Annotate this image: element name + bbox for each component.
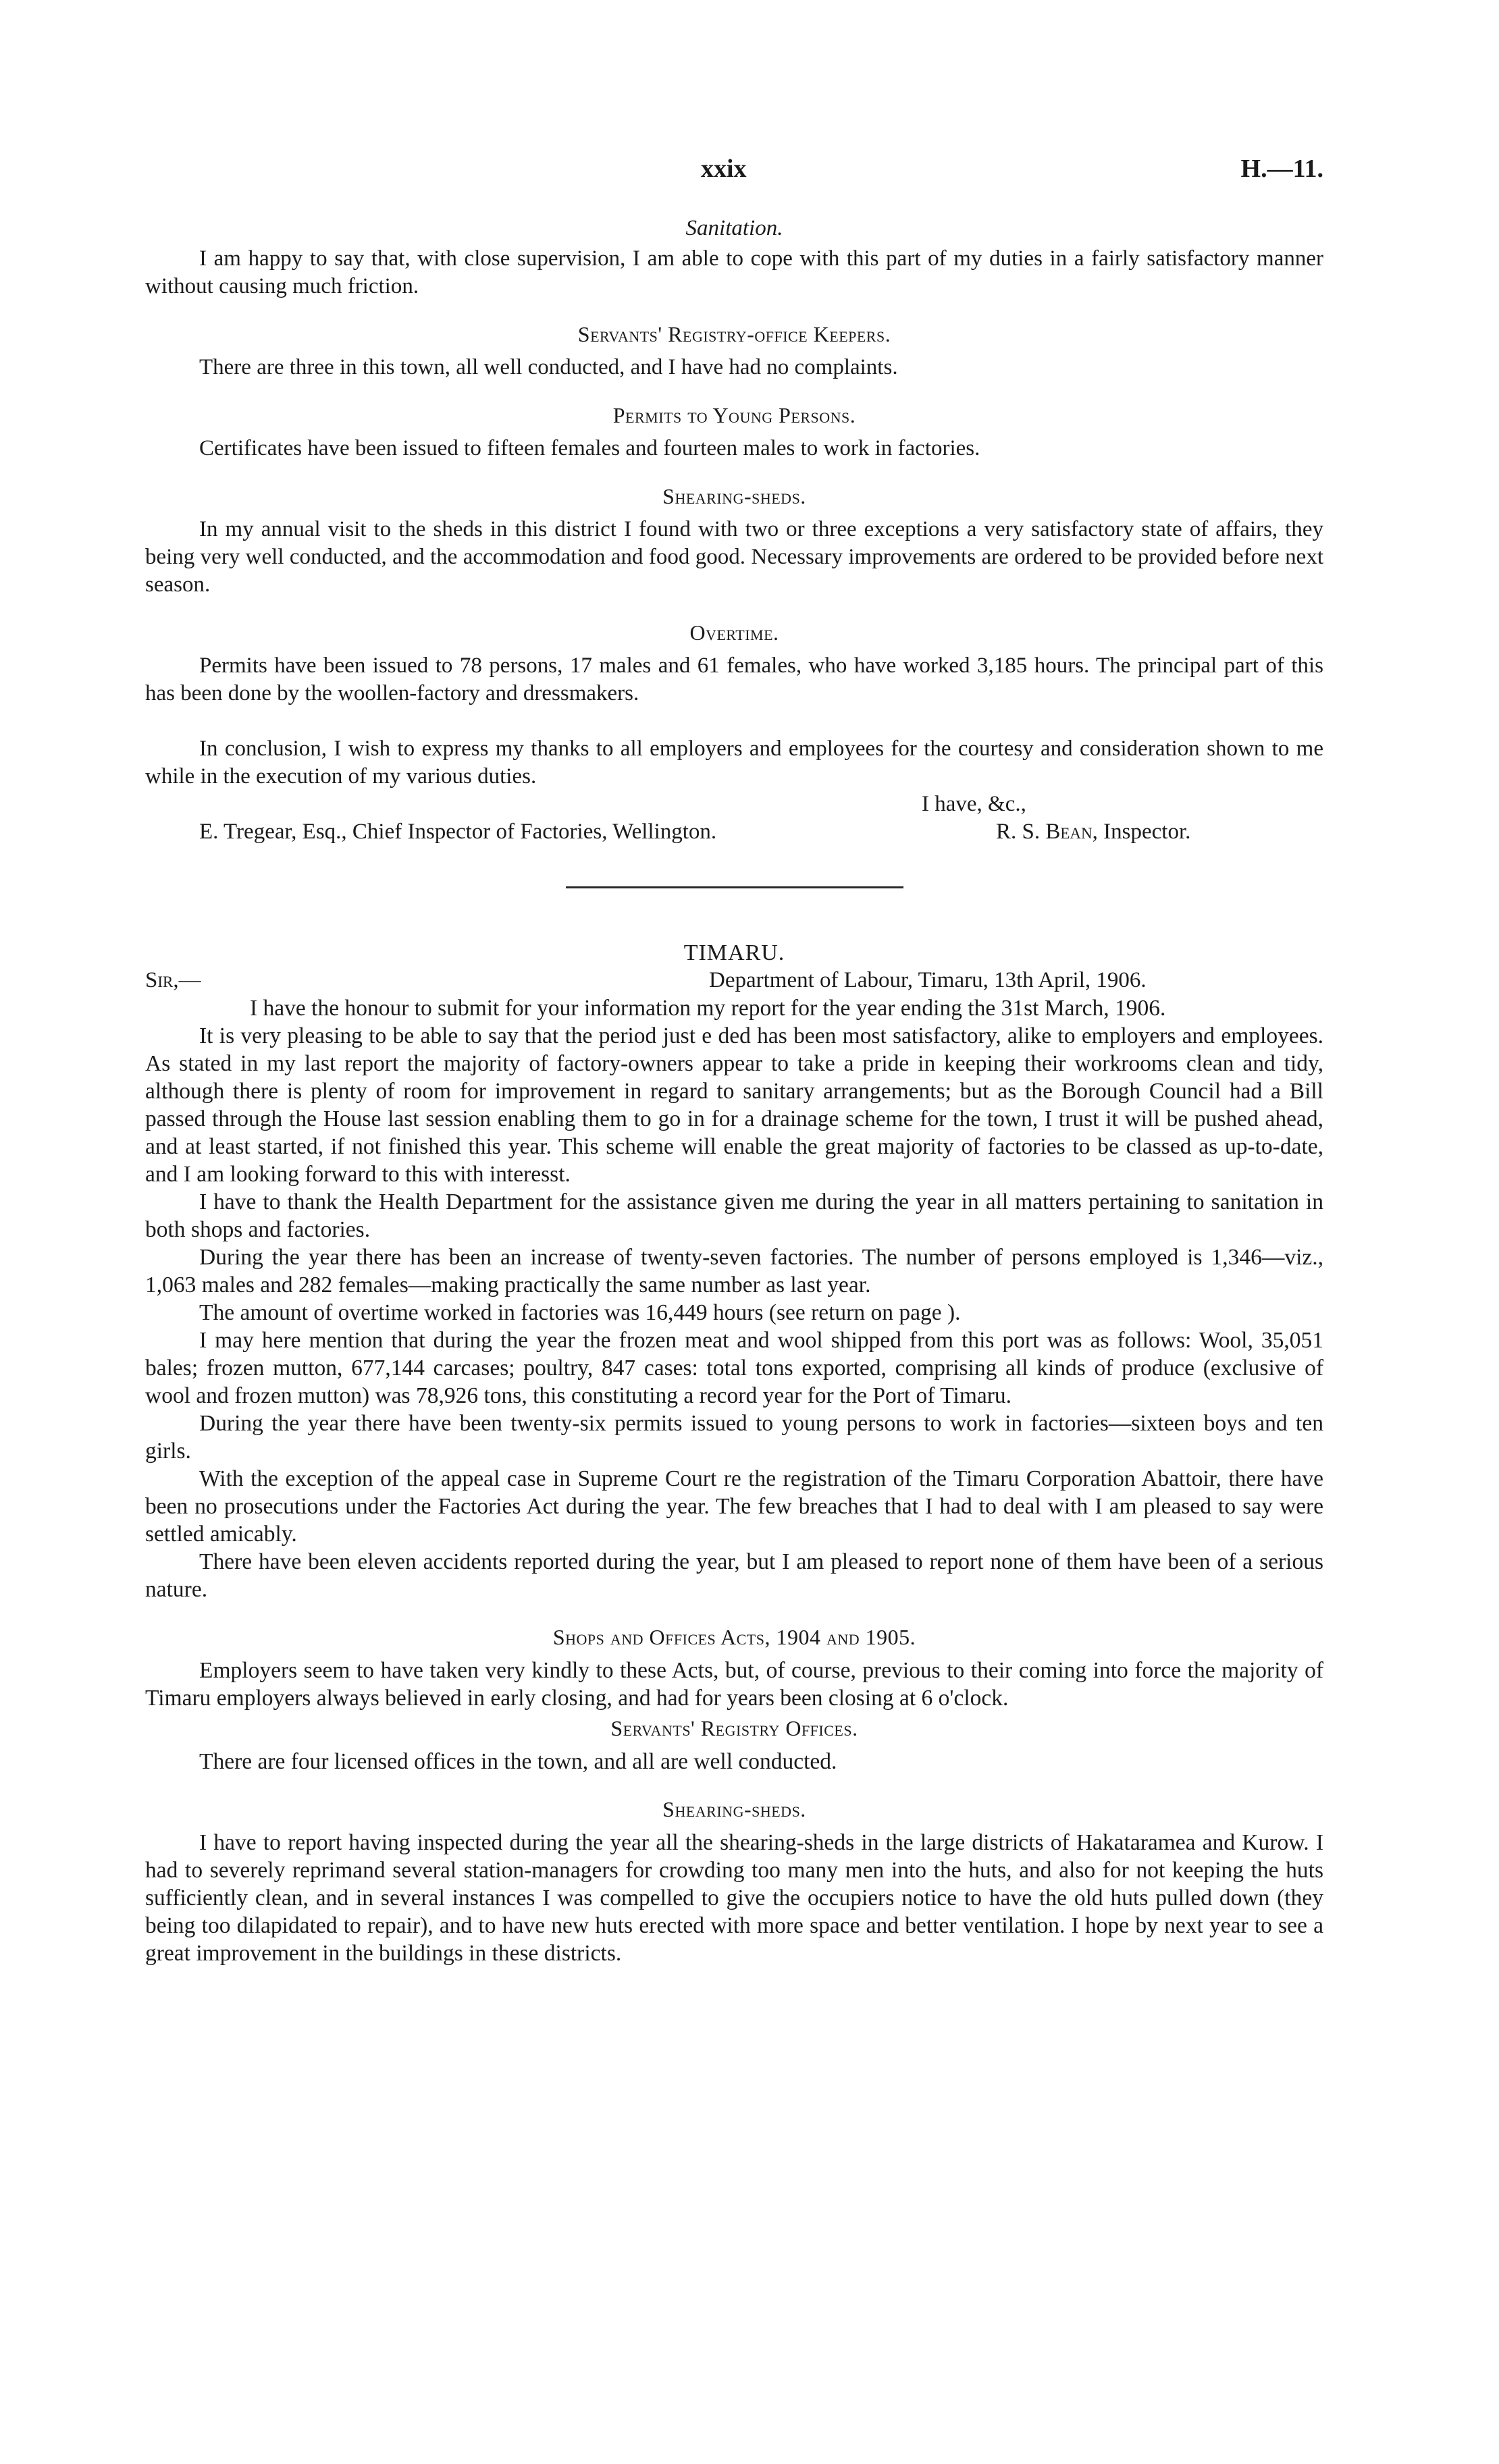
paragraph-timaru-registry: There are four licensed offices in the town, and all are well conducted. [199,1749,837,1774]
timaru-paragraph-5: The amount of overtime worked in factories was 16,449 hours (see return on page ). [199,1300,961,1325]
timaru-paragraph-1: I have the honour to submit for your information my report for the year ending the 31st March, 1906. [250,996,1166,1021]
addressee: E. Tregear, Esq., Chief Inspector of Factories, Wellington. [199,820,717,844]
paragraph-conclusion: In conclusion, I wish to express my thanks to all employers and employees for the courtesy and consideration shown to me while in the execution of my various duties. [145,736,1323,788]
signature [996,818,1190,846]
dateline: Department of Labour, Timaru, 13th April, 1906. [709,968,1147,992]
section-heading-overtime: Overtime. [689,620,779,645]
timaru-paragraph-4: During the year there has been an increase of twenty-seven factories. The number of persons employed is 1,346—viz., 1,063 males and 282 females—making practically the same number as last year. [145,1245,1323,1297]
timaru-paragraph-8: With the exception of the appeal case in Supreme Court re the registration of the Timaru Corporation Abattoir, there have been no prosecutions under the Factories Act during the year. The few breaches that I had to deal with I am pleased to say were settled amicably. [145,1466,1323,1547]
paragraph-overtime: Permits have been issued to 78 persons, 17 males and 61 females, who have worked 3,185 hours. The principal part of this has been done by the woollen-factory and dressmakers. [145,653,1323,705]
signature-row [145,818,1323,846]
page-number: xxix [701,155,747,183]
paragraph-permits: Certificates have been issued to fifteen females and fourteen males to work in factories. [199,436,980,460]
paragraph-shops-offices: Employers seem to have taken very kindly to these Acts, but, of course, previous to their coming into force the majority of Timaru employers always believed in early closing, and had for years been closing at 6 o'clock. [145,1658,1323,1711]
section-heading-timaru-registry: Servants' Registry Offices. [610,1716,858,1740]
paragraph-sanitation: I am happy to say that, with close supervision, I am able to cope with this part of my duties in a fairly satisfactory manner without causing much friction. [145,246,1323,298]
salutation: Sir,— [145,968,201,992]
section-heading-shearing-sheds: Shearing-sheds. [662,484,806,508]
timaru-paragraph-3: I have to thank the Health Department for the assistance given me during the year in all matters pertaining to sanitation in both shops and factories. [145,1189,1323,1242]
report-body [145,215,1323,1967]
closing-formula: I have, &c., [922,792,1026,816]
closing-row [145,791,1323,818]
section-heading-shops-offices: Shops and Offices Acts, 1904 and 1905. [552,1625,916,1649]
section-heading-servants-registry: Servants' Registry-office Keepers. [577,322,891,346]
salutation-row [145,967,1323,994]
timaru-paragraph-9: There have been eleven accidents reported during the year, but I am pleased to report none of them have been of a serious nature. [145,1549,1323,1602]
timaru-title: TIMARU. [683,940,785,965]
timaru-paragraph-6: I may here mention that during the year the frozen meat and wool shipped from this port was as follows: Wool, 35,051 bales; frozen mutton, 677,144 carcases; poultry, 847 cases: total tons exported, comprising all kinds of produce (exclusive of wool and frozen mutton) was 78,926 tons, this constituting a record year for the Port of Timaru. [145,1328,1323,1408]
signature-name: Bean [1045,820,1093,844]
signature-title: , Inspector. [1092,820,1191,844]
section-heading-permits: Permits to Young Persons. [612,403,856,427]
timaru-paragraph-2: It is very pleasing to be able to say that the period just e ded has been most satisfactory, alike to employers and employees. As stated in my last report the majority of factory-owners appear to take a pride in keeping their workrooms clean and tidy, although there is plenty of room for improvement in regard to sanitary arrangements; but as the Borough Council had a Bill passed through the House last session enabling them to go in for a drainage scheme for the town, I trust it will be pushed ahead, and at least started, if not finished this year. This scheme will enable the great majority of factories to be classed as up-to-date, and I am looking forward to this with interesst. [145,1023,1323,1187]
timaru-paragraph-7: During the year there have been twenty-six permits issued to young persons to work in factories—sixteen boys and ten girls. [145,1411,1323,1464]
section-divider [566,886,903,888]
paragraph-servants-registry: There are three in this town, all well conducted, and I have had no complaints. [199,355,898,379]
document-reference: H.—11. [1240,155,1323,183]
signature-initials: R. S. [996,820,1041,844]
paragraph-timaru-shearing: I have to report having inspected during the year all the shearing-sheds in the large districts of Hakataramea and Kurow. I had to severely reprimand several station-managers for crowding too many men into the huts, and also for not keeping the huts sufficiently clean, and in several instances I was compelled to give the occupiers notice to have the old huts pulled down (they being too dilapidated to repair), and to have new huts erected with more space and better ventilation. I hope by next year to see a great improvement in the buildings in these districts. [145,1830,1323,1966]
page-header [145,154,1323,194]
section-heading-timaru-shearing: Shearing-sheds. [662,1797,806,1821]
section-heading-sanitation: Sanitation. [685,216,783,240]
paragraph-shearing-sheds: In my annual visit to the sheds in this district I found with two or three exceptions a very satisfactory state of affairs, they being very well conducted, and the accommodation and food good. Necessary improvements are ordered to be provided before next season. [145,517,1323,597]
